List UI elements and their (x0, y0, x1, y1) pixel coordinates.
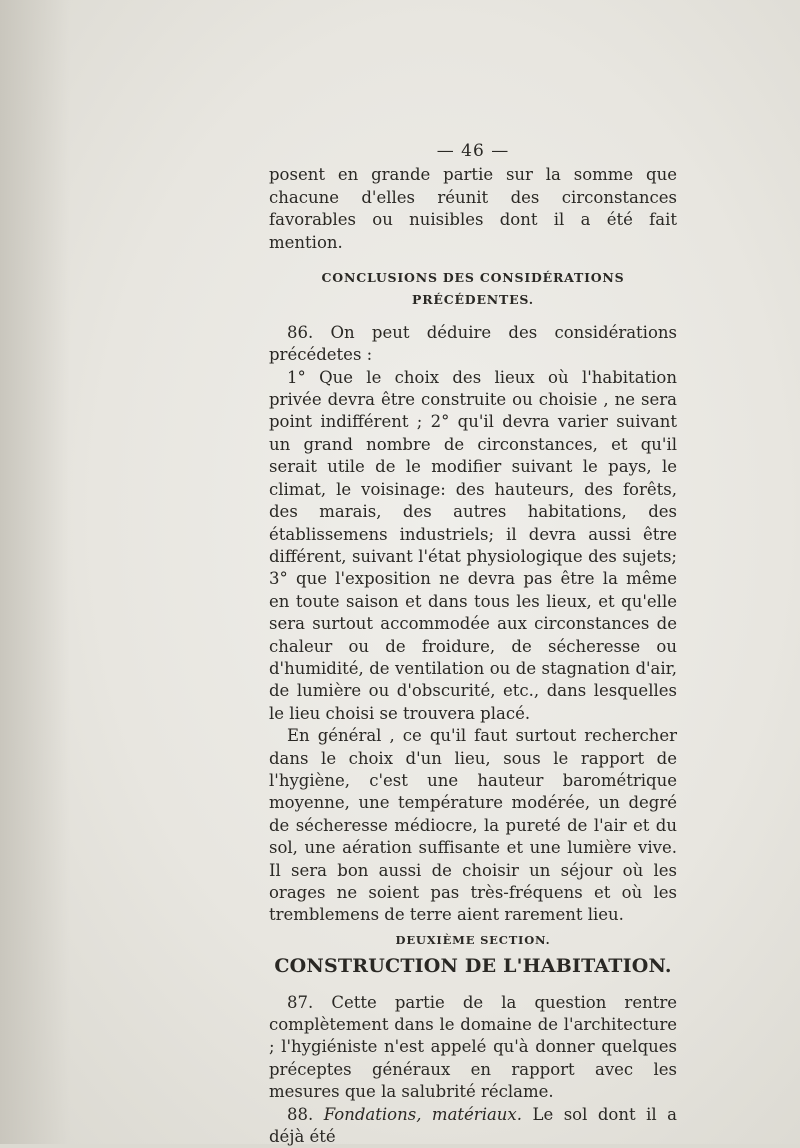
paragraph-continued: posent en grande partie sur la somme que chacune d'elles réunit des circonstances favorables ou nuisibles dont il a été fait mention. (269, 165, 677, 252)
page-text-block (269, 140, 677, 1148)
paragraph-88-text: Le sol dont il a déjà été (269, 1104, 677, 1147)
section-label: DEUXIÈME SECTION. (395, 932, 551, 947)
paragraph-88 (269, 1104, 677, 1148)
page-number: — 46 — (436, 141, 510, 161)
paragraph-87: 87. Cette partie de la question rentre complètement dans le domaine de l'architecture ; l'hygiéniste n'est appelé qu'à donner quelques préceptes généraux en rapport avec les mesures que la salubrité réclame. (269, 992, 677, 1102)
paragraph-86-intro: 86. On peut déduire des considérations précédetes : (269, 322, 677, 365)
paragraph-88-number: 88. (287, 1104, 314, 1124)
page-gutter-shadow (0, 0, 70, 1144)
section-title: CONSTRUCTION DE L'HABITATION. (274, 955, 672, 978)
paragraph-86-body: 1° Que le choix des lieux où l'habitation privée devra être construite ou choisie , ne sera point indifférent ; 2° qu'il devra varier suivant un grand nombre de circonstances, et qu'il serait utile de le modifier suivant le pays, le climat, le voisinage: des hauteurs, des forêts, des marais, des autres habitations, des établissemens industriels; il devra aussi être différent, suivant l'état physiologique des sujets; 3° que l'exposition ne devra pas être la même en toute saison et dans tous les lieux, et qu'elle sera surtout accommodée aux circonstances de chaleur ou de froidure, de sécheresse ou d'humidité, de ventilation ou de stagnation d'air, de lumière ou d'obscurité, etc., dans lesquelles le lieu choisi se trouvera placé. (269, 367, 677, 723)
heading-conclusions: CONCLUSIONS DES CONSIDÉRATIONS PRÉCÉDENTES. (321, 270, 625, 308)
paragraph-88-italic-title: Fondations, matériaux. (323, 1104, 522, 1124)
paragraph-general: En général , ce qu'il faut surtout rechercher dans le choix d'un lieu, sous le rapport de l'hygiène, c'est une hauteur barométrique moyenne, une température modérée, un degré de sécheresse médiocre, la pureté de l'air et du sol, une aération suffisante et une lumière vive. Il sera bon aussi de choisir un séjour où les orages ne soient pas très-fréquens et où les tremblemens de terre aient rarement lieu. (269, 726, 677, 925)
